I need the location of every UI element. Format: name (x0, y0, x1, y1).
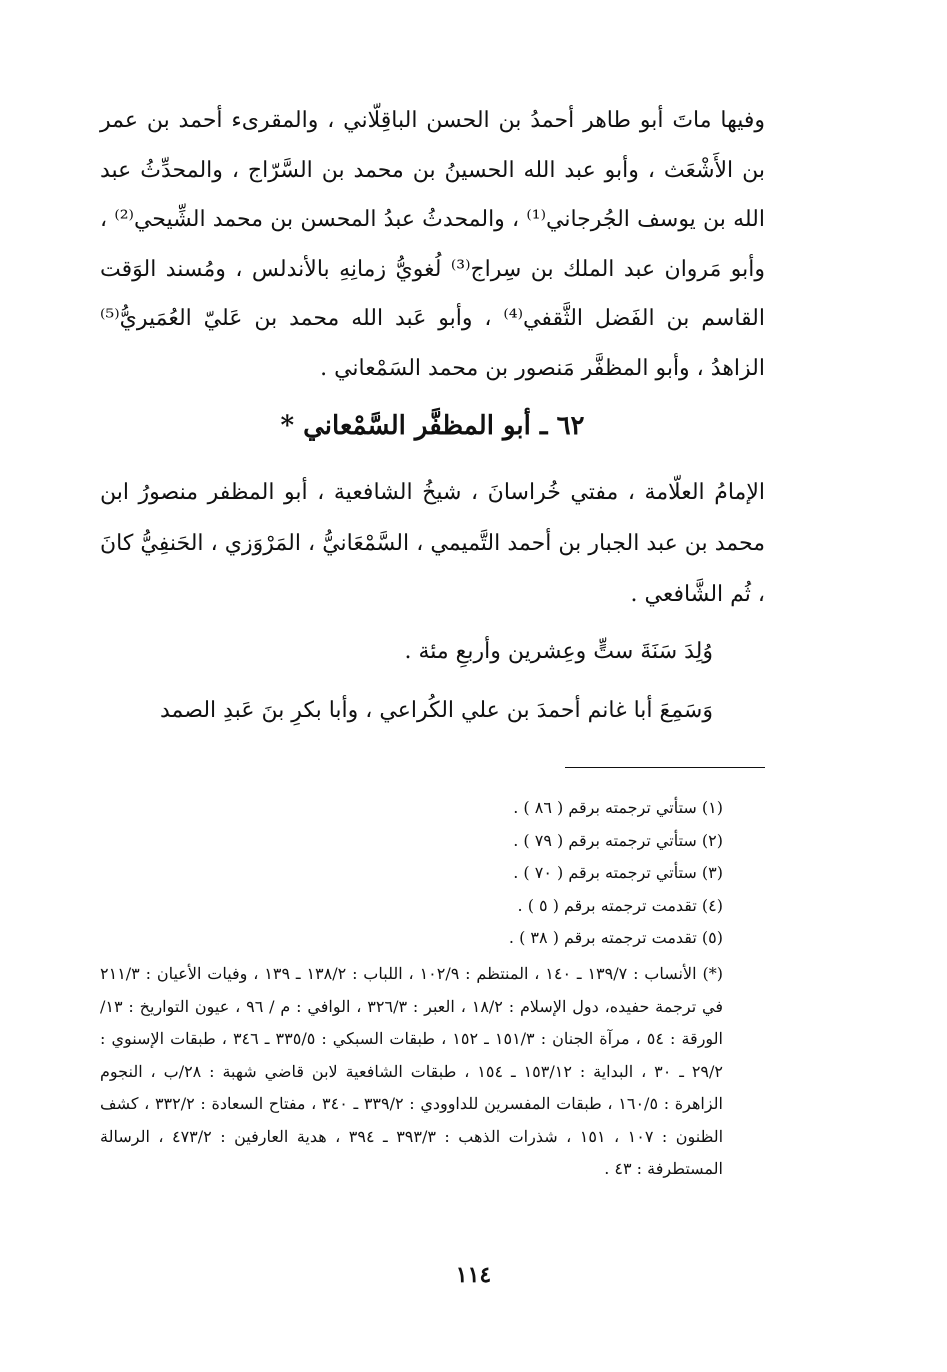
sources-footnote (100, 958, 765, 1186)
main-paragraph: وفيها ماتَ أبو طاهر أحمدُ بن الحسن الباقِلّاني ، والمقرىء أحمد بن عمر بن الأَشْعَث ، وأبو عبد الله الحسينُ بن محمد بن السَّرّاج ، والمحدِّثُ عبد الله بن يوسف الجُرجاني⁽¹⁾ ، والمحدثُ عبدُ المحسن بن محمد الشِّيحي⁽²⁾ ، وأبو مَروان عبد الملك بن سِراج⁽³⁾ لُغويُّ زمانِهِ بالأندلس ، ومُسند الوَقت القاسم بن الفَضل الثَّقفي⁽⁴⁾ ، وأبو عَبد الله محمد بن عَليّ العُمَيريُّ⁽⁵⁾ الزاهدُ ، وأبو المظفَّر مَنصور بن محمد السَمْعاني . (100, 108, 766, 381)
footnote-separator (565, 767, 765, 768)
biography-paragraph: الإمامُ العلّامة ، مفتي خُراسانَ ، شيخُ الشافعية ، أبو المظفر منصورُ ابن محمد بن عبد الجبار بن أحمد التَّميمي ، السَّمْعَانيُّ ، المَرْوَزي ، الحَنفِيُّ كانَ ، ثُم الشَّافعي . (100, 480, 765, 607)
sources-marker: (*) (702, 964, 724, 983)
sources-text: الأنساب : ١٣٩/٧ ـ ١٤٠ ، المنتظم : ١٠٢/٩ ، اللباب : ١٣٨/٢ ـ ١٣٩ ، وفيات الأعيان : ٢١١/٣ في ترجمة حفيده، دول الإسلام : ١٨/٢ ، العبر : ٣٢٦/٣ ، الوافي : م / ٩٦ ، عيون التواريخ : ١٣/الورقة : ٥٤ ، مرآة الجنان : ١٥١/٣ ـ ١٥٢ ، طبقات السبكي : ٣٣٥/٥ ـ ٣٤٦ ، طبقات الإسنوي : ٢٩/٢ ـ ٣٠ ، البداية : ١٥٣/١٢ ـ ١٥٤ ، طبقات الشافعية لابن قاضي شهبة : ٢٨/ب ، النجوم الزاهرة : ١٦٠/٥ ، طبقات المفسرين للداوودي : ٣٣٩/٢ ـ ٣٤٠ ، مفتاح السعادة : ٣٣٢/٢ ، كشف الظنون : ١٠٧ ، ١٥١ ، شذرات الذهب : ٣٩٣/٣ ـ ٣٩٤ ، هدية العارفين : ٤٧٣/٢ ، الرسالة المستطرفة : ٤٣ . (100, 964, 724, 1178)
heard-paragraph: وَسَمِعَ أبا غانم أحمدَ بن علي الكُراعي ، وأبا بكرِ بنَ عَبدِ الصمد (159, 698, 713, 723)
footnote-4: (٤) تقدمت ترجمته برقم ( ٥ ) . (517, 895, 723, 915)
footnote-3: (٣) ستأتي ترجمته برقم ( ٧٠ ) . (513, 863, 723, 882)
footnote-2: (٢) ستأتي ترجمته برقم ( ٧٩ ) . (513, 830, 723, 850)
footnotes-list (100, 792, 765, 955)
birth-paragraph: وُلِدَ سَنَةَ ستٍّ وعِشرين وأربعِ مئة . (404, 639, 713, 664)
footnote-1: (١) ستأتي ترجمته برقم ( ٨٦ ) . (513, 798, 723, 817)
footnote-5: (٥) تقدمت ترجمته برقم ( ٣٨ ) . (508, 928, 723, 947)
section-heading: ٦٢ ـ أبو المظفَّر السَّمْعاني * (280, 411, 585, 441)
page-number: ١١٤ (455, 1262, 492, 1288)
